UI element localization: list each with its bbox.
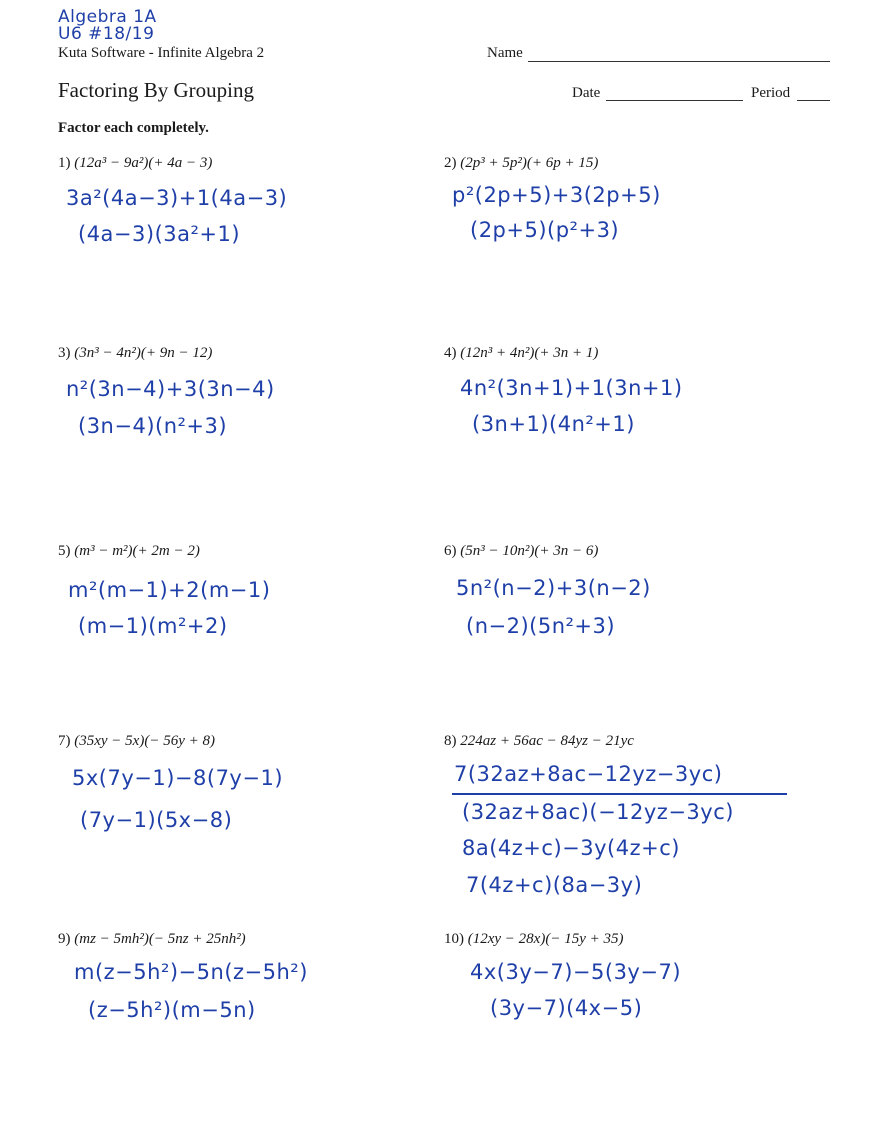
period-field[interactable] [797, 100, 830, 101]
problem-expression: (2p³ + 5p²)(+ 6p + 15) [460, 155, 599, 171]
work-line: 5x(7y−1)−8(7y−1) [72, 766, 284, 790]
work-line: p²(2p+5)+3(2p+5) [452, 183, 661, 207]
problem-expression: 224az + 56ac − 84yz − 21yc [460, 733, 634, 749]
problem-number: 6) [444, 543, 457, 559]
work-line: 3a²(4a−3)+1(4a−3) [66, 186, 288, 210]
problem-8 [444, 733, 634, 750]
work-line: m(z−5h²)−5n(z−5h²) [74, 960, 308, 984]
publisher-label: Kuta Software - Infinite Algebra 2 [58, 45, 265, 61]
worksheet-title: Factoring By Grouping [58, 78, 254, 102]
problem-expression: (3n³ − 4n²)(+ 9n − 12) [74, 345, 213, 361]
problem-6 [444, 543, 598, 560]
period-label: Period [751, 85, 791, 101]
problem-10 [444, 931, 623, 948]
work-line: 7(32az+8ac−12yz−3yc) [454, 762, 723, 786]
instructions: Factor each completely. [58, 120, 209, 136]
work-line: (n−2)(5n²+3) [466, 614, 616, 638]
handwritten-course: Algebra 1A [58, 7, 157, 27]
problem-number: 7) [58, 733, 71, 749]
problem-expression: (35xy − 5x)(− 56y + 8) [74, 733, 215, 749]
problem-9 [58, 931, 246, 948]
problem-5 [58, 543, 200, 560]
problem-expression: (12xy − 28x)(− 15y + 35) [467, 931, 624, 947]
date-field[interactable] [606, 100, 743, 101]
problem-7 [58, 733, 215, 750]
problem-number: 9) [58, 931, 71, 947]
problem-expression: (m³ − m²)(+ 2m − 2) [74, 543, 200, 559]
work-line: m²(m−1)+2(m−1) [68, 578, 271, 602]
work-line: (3y−7)(4x−5) [490, 996, 643, 1020]
problem-number: 4) [444, 345, 457, 361]
work-line: (4a−3)(3a²+1) [78, 222, 241, 246]
problem-number: 5) [58, 543, 71, 559]
problem-expression: (12a³ − 9a²)(+ 4a − 3) [74, 155, 213, 171]
work-line: (3n+1)(4n²+1) [472, 412, 635, 436]
problem-2 [444, 155, 598, 172]
problem-number: 3) [58, 345, 71, 361]
work-line: 4x(3y−7)−5(3y−7) [470, 960, 682, 984]
date-label: Date [572, 85, 601, 101]
work-line: 7(4z+c)(8a−3y) [466, 873, 643, 897]
work-line: (3n−4)(n²+3) [78, 414, 228, 438]
work-line: (z−5h²)(m−5n) [88, 998, 256, 1022]
problem-1 [58, 155, 212, 172]
problem-number: 10) [444, 931, 464, 947]
problem-4 [444, 345, 598, 362]
problem-3 [58, 345, 212, 362]
handwritten-lesson: U6 #18/19 [58, 24, 155, 44]
work-line: 8a(4z+c)−3y(4z+c) [462, 836, 680, 860]
work-line: 4n²(3n+1)+1(3n+1) [460, 376, 683, 400]
work-line: (m−1)(m²+2) [78, 614, 228, 638]
name-label: Name [487, 45, 523, 61]
problem-expression: (12n³ + 4n²)(+ 3n + 1) [460, 345, 599, 361]
underline-stroke [452, 793, 787, 795]
name-field[interactable] [528, 61, 830, 62]
problem-expression: (mz − 5mh²)(− 5nz + 25nh²) [74, 931, 246, 947]
work-line: (2p+5)(p²+3) [470, 218, 620, 242]
work-line: 5n²(n−2)+3(n−2) [456, 576, 651, 600]
problem-number: 2) [444, 155, 457, 171]
work-line: (7y−1)(5x−8) [80, 808, 233, 832]
problem-number: 8) [444, 733, 457, 749]
work-line: n²(3n−4)+3(3n−4) [66, 377, 275, 401]
work-line: (32az+8ac)(−12yz−3yc) [462, 800, 734, 824]
problem-expression: (5n³ − 10n²)(+ 3n − 6) [460, 543, 599, 559]
problem-number: 1) [58, 155, 71, 171]
